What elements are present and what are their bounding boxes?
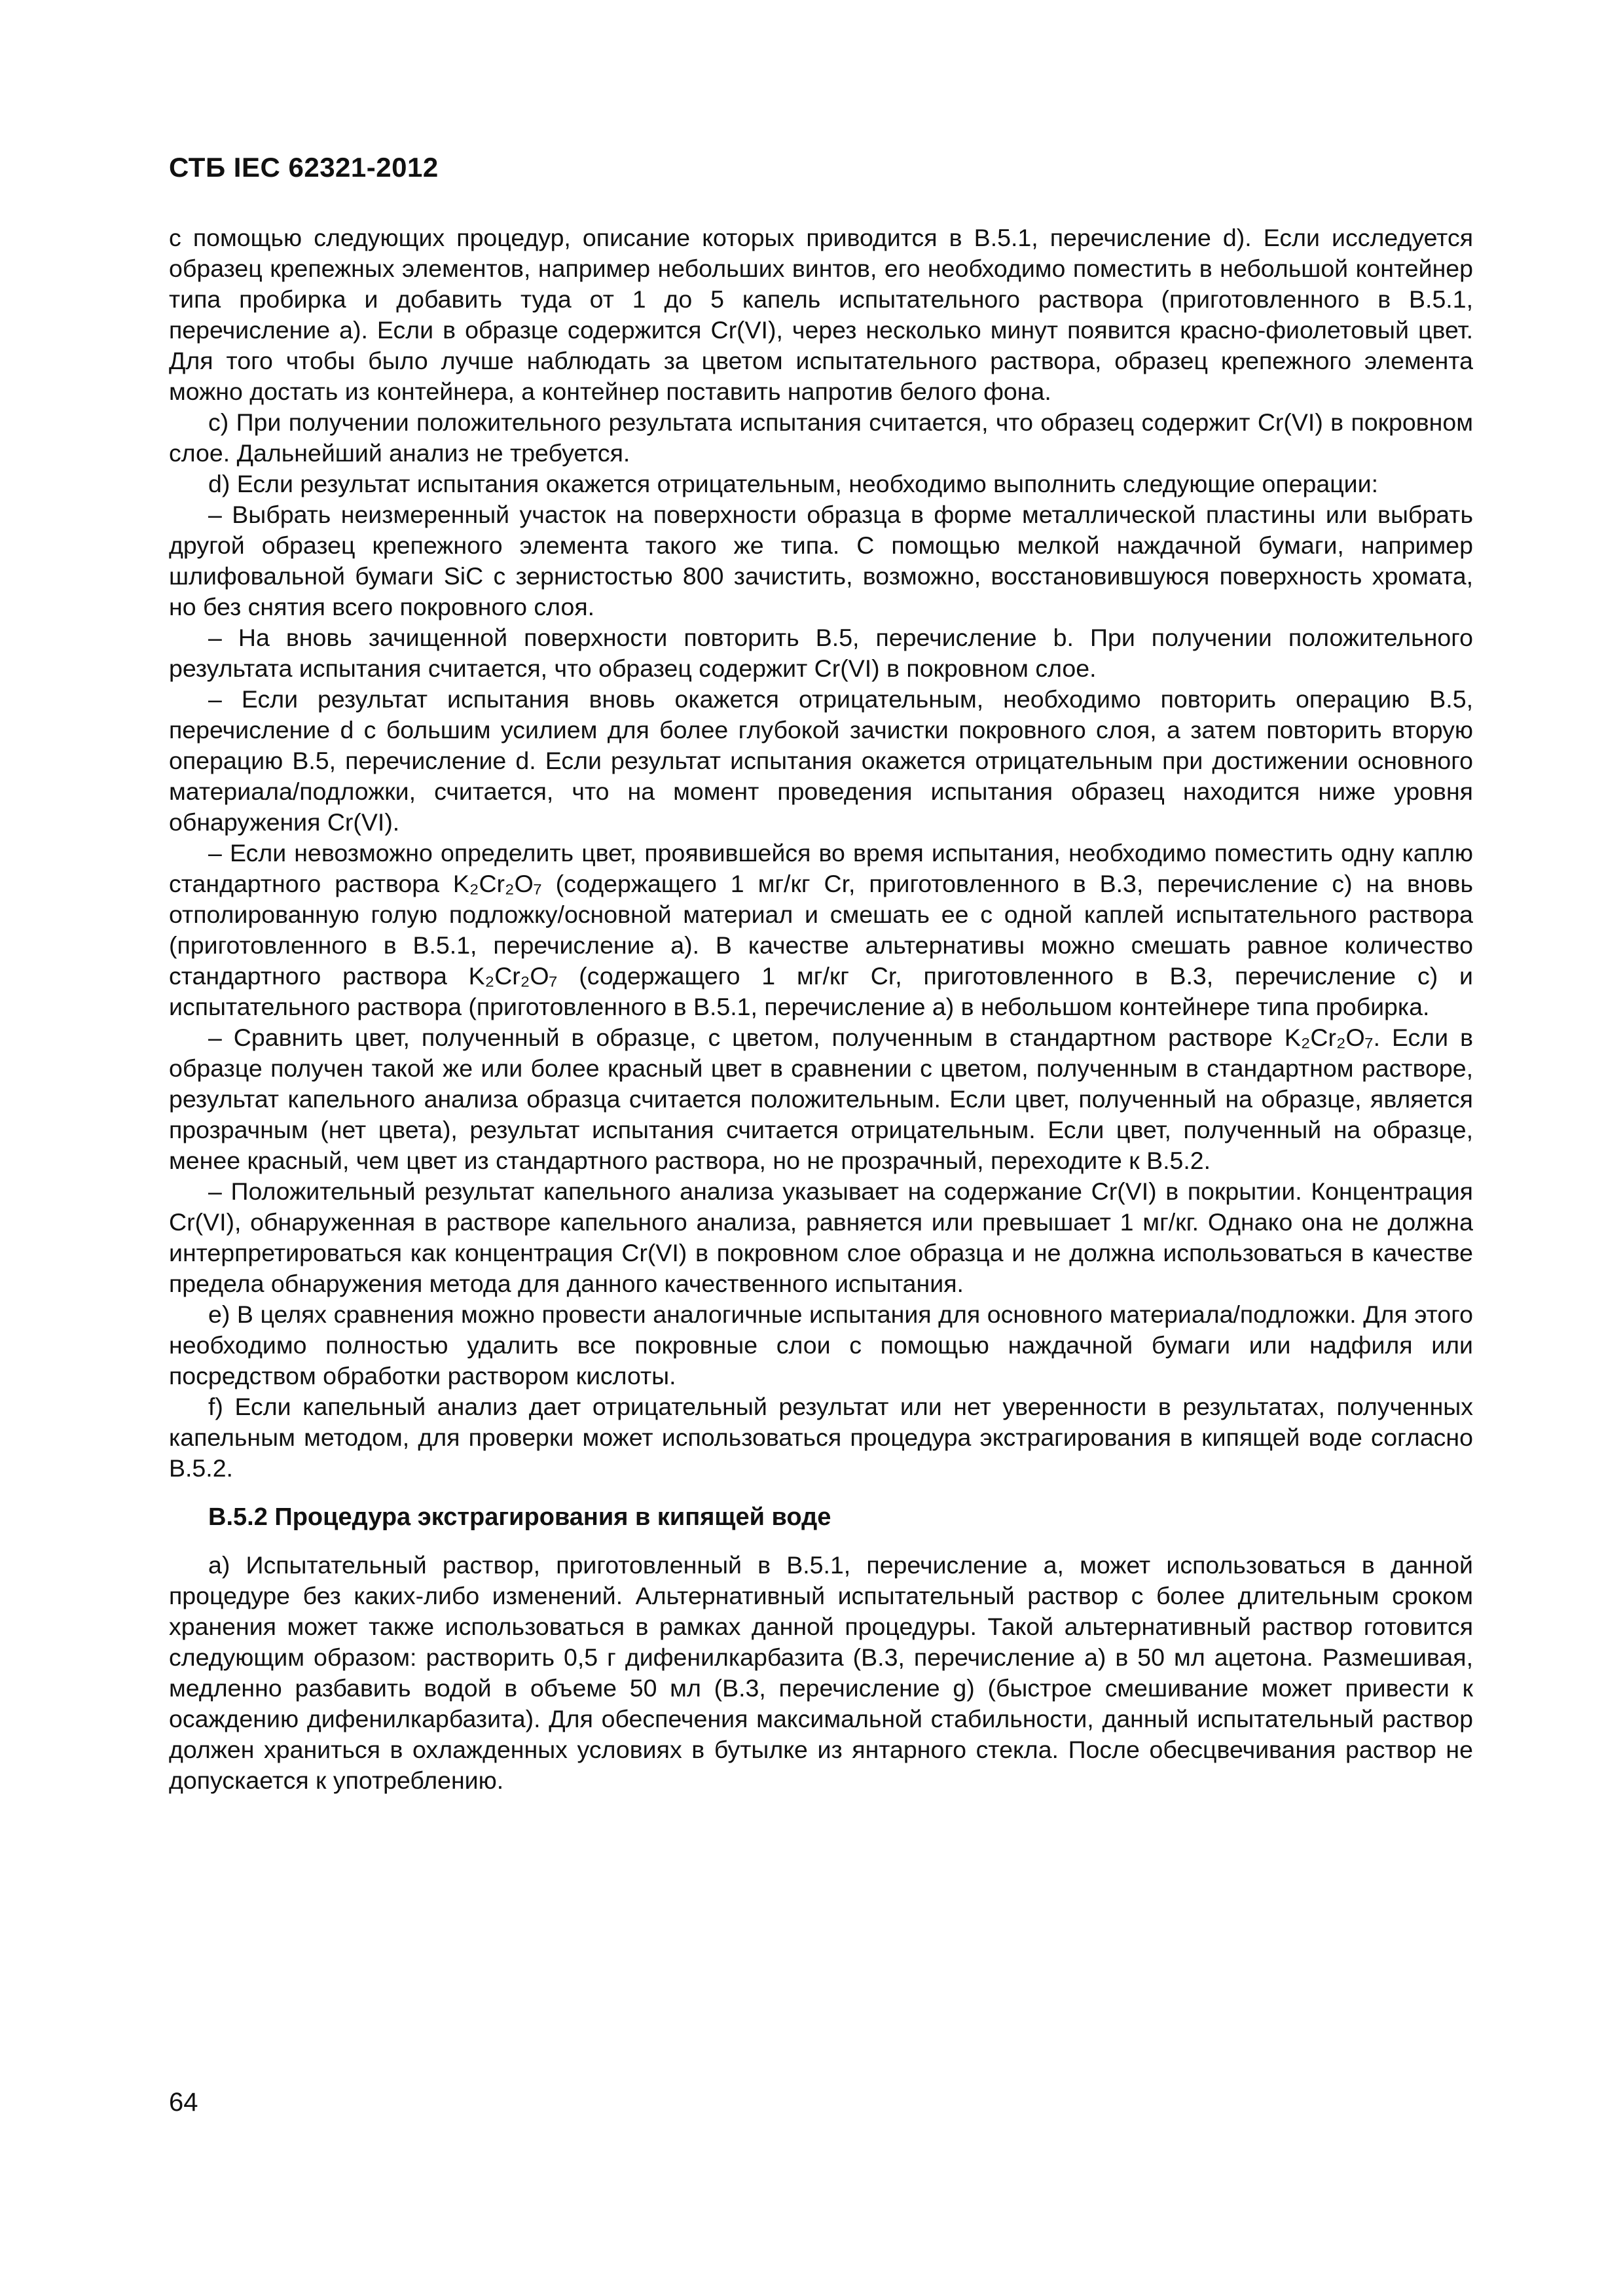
paragraph: f) Если капельный анализ дает отрицательный результат или нет уверенности в результатах, полученных капельным методом, для проверки может использоваться процедура экстрагирования в кипящей воде согласно В.5.2. (169, 1393, 1473, 1482)
paragraph: с) При получении положительного результата испытания считается, что образец содержит Cr(VI) в покровном слое. Дальнейший анализ не требуется. (169, 408, 1473, 467)
paragraph: е) В целях сравнения можно провести аналогичные испытания для основного материала/подложки. Для этого необходимо полностью удалить все покровные слои с помощью наждачной бумаги или надфиля или посредством обработки раствором кислоты. (169, 1300, 1473, 1390)
paragraph: с помощью следующих процедур, описание которых приводится в В.5.1, перечисление d). Если исследуется образец крепежных элементов, например небольших винтов, его необходимо поместить в небольшой контейнер типа пробирка и добавить туда от 1 до 5 капель испытательного раствора (приготовленного в В.5.1, перечисление а). Если в образце содержится Cr(VI), через несколько минут появится красно-фиолетовый цвет. Для того чтобы было лучше наблюдать за цветом испытательного раствора, образец крепежного элемента можно достать из контейнера, а контейнер поставить напротив белого фона. (169, 224, 1473, 405)
paragraph: – Сравнить цвет, полученный в образце, с цветом, полученным в стандартном растворе K₂Cr₂O₇. Если в образце получен такой же или более красный цвет в сравнении с цветом, полученным в стандартном растворе, результат капельного анализа образца считается положительным. Если цвет, полученный на образце, является прозрачным (нет цвета), результат испытания считается отрицательным. Если цвет, полученный на образце, менее красный, чем цвет из стандартного раствора, но не прозрачный, переходите к В.5.2. (169, 1024, 1473, 1174)
paragraph: – Положительный результат капельного анализа указывает на содержание Cr(VI) в покрытии. Концентрация Cr(VI), обнаруженная в растворе капельного анализа, равняется или превышает 1 мг/кг. Однако она не должна интерпретироваться как концентрация Cr(VI) в покровном слое образца и не должна использоваться в качестве предела обнаружения метода для данного качественного испытания. (169, 1177, 1473, 1297)
paragraph: – Выбрать неизмеренный участок на поверхности образца в форме металлической пластины или выбрать другой образец крепежного элемента такого же типа. С помощью мелкой наждачной бумаги, например шлифовальной бумаги SiC с зернистостью 800 зачистить, возможно, восстановившуюся поверхность хромата, но без снятия всего покровного слоя. (169, 501, 1473, 620)
paragraph: d) Если результат испытания окажется отрицательным, необходимо выполнить следующие операции: (208, 470, 1378, 497)
page-number: 64 (169, 2088, 198, 2117)
paragraph: – Если невозможно определить цвет, проявившейся во время испытания, необходимо поместить одну каплю стандартного раствора K₂Cr₂O₇ (содержащего 1 мг/кг Cr, приготовленного в В.3, перечисление с) на вновь отполированную голую подложку/основной материал и смешать ее с одной каплей испытательного раствора (приготовленного в В.5.1, перечисление а). В качестве альтернативы можно смешать равное количество стандартного раствора K₂Cr₂O₇ (содержащего 1 мг/кг Cr, приготовленного в В.3, перечисление с) и испытательного раствора (приготовленного в В.5.1, перечисление а) в небольшом контейнере типа пробирка. (169, 839, 1473, 1020)
paragraph: а) Испытательный раствор, приготовленный в В.5.1, перечисление а, может использоваться в данной процедуре без каких-либо изменений. Альтернативный испытательный раствор с более длительным сроком хранения может также использоваться в рамках данной процедуры. Такой альтернативный раствор готовится следующим образом: растворить 0,5 г дифенилкарбазита (В.3, перечисление а) в 50 мл ацетона. Размешивая, медленно разбавить водой в объеме 50 мл (В.3, перечисление g) (быстрое смешивание может привести к осаждению дифенилкарбазита). Для обеспечения максимальной стабильности, данный испытательный раствор должен храниться в охлажденных условиях в бутылке из янтарного стекла. После обесцвечивания раствор не допускается к употреблению. (169, 1551, 1473, 1794)
document-body (169, 223, 1473, 1796)
section-heading: В.5.2 Процедура экстрагирования в кипящей воде (208, 1503, 831, 1531)
document-header: СТБ IEC 62321-2012 (169, 152, 439, 183)
paragraph: – Если результат испытания вновь окажется отрицательным, необходимо повторить операцию В.5, перечисление d с большим усилием для более глубокой зачистки покровного слоя, а затем повторить вторую операцию В.5, перечисление d. Если результат испытания окажется отрицательным при достижении основного материала/подложки, считается, что на момент проведения испытания образец находится ниже уровня обнаружения Cr(VI). (169, 685, 1473, 836)
paragraph: – На вновь зачищенной поверхности повторить В.5, перечисление b. При получении положительного результата испытания считается, что образец содержит Cr(VI) в покровном слое. (169, 624, 1473, 682)
